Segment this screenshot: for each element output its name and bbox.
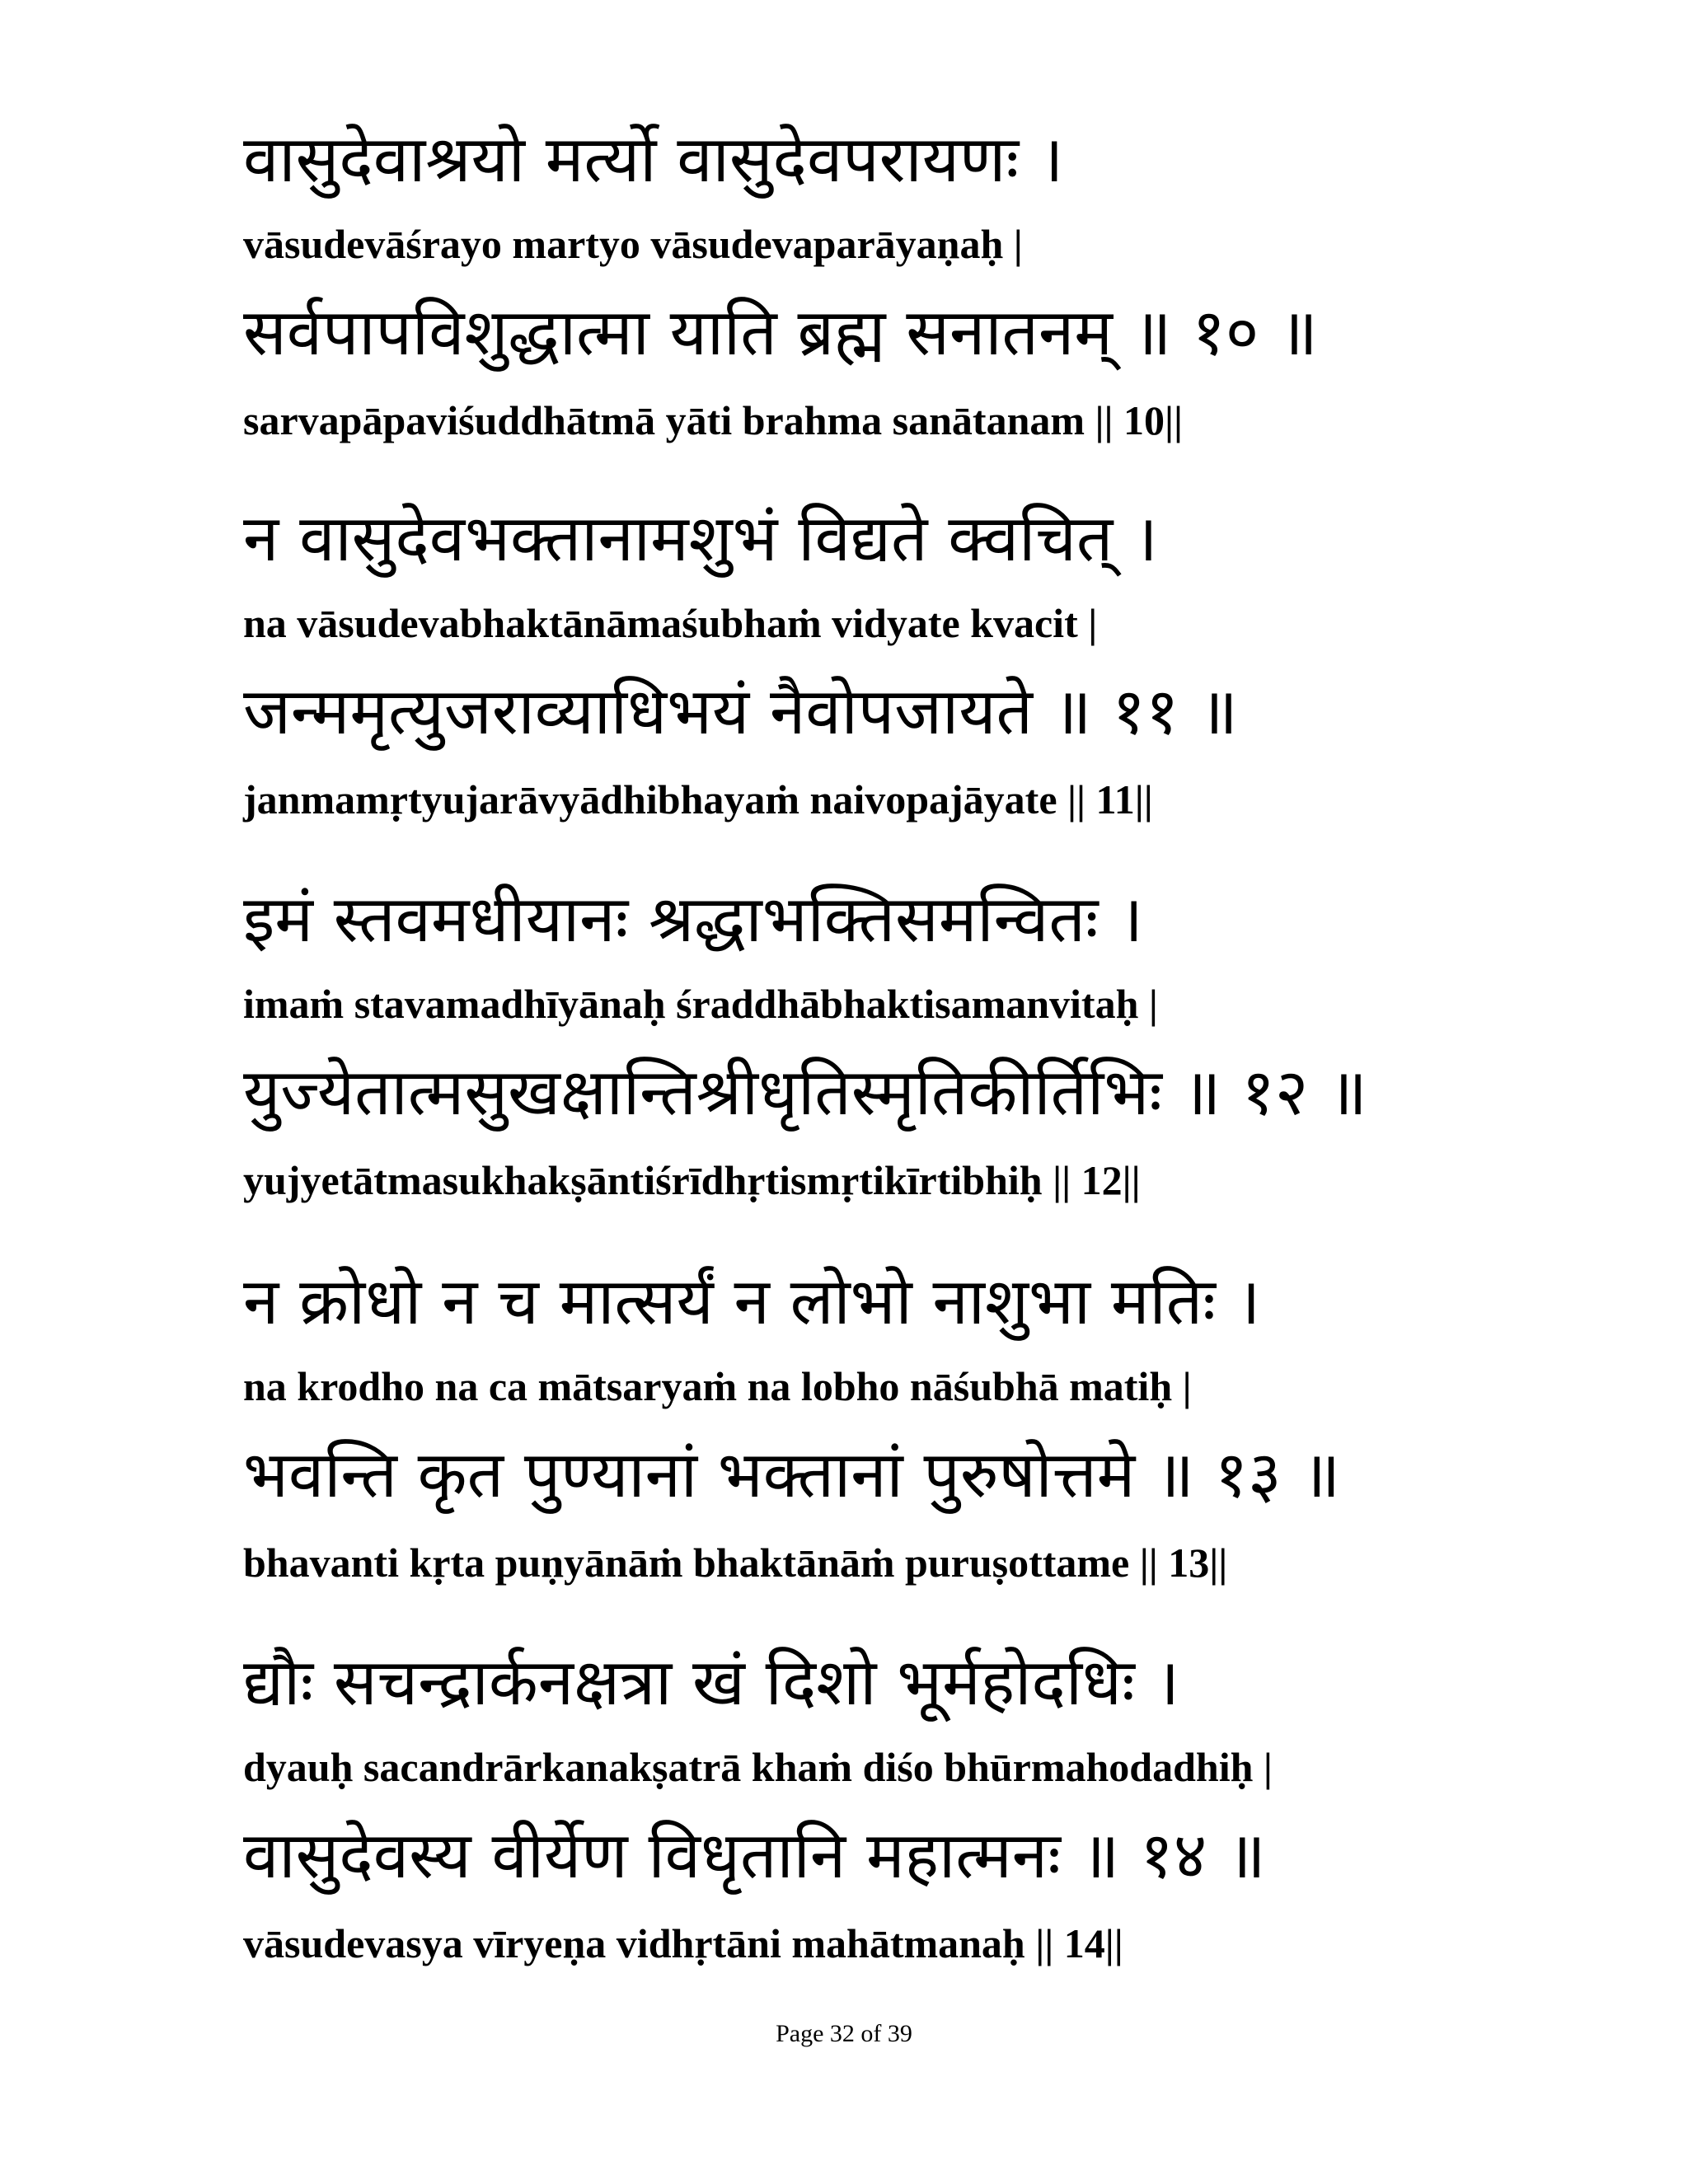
verse-line-transliteration: dyauḥ sacandrārkanakṣatrā khaṁ diśo bhūrmahodadhiḥ | xyxy=(243,1744,1273,1790)
verse-line-transliteration: na vāsudevabhaktānāmaśubhaṁ vidyate kvacit | xyxy=(243,600,1098,646)
page-number: Page 32 of 39 xyxy=(776,2020,912,2047)
verse-line-transliteration: na krodho na ca mātsaryaṁ na lobho nāśubhā matiḥ | xyxy=(243,1363,1192,1409)
verse-line-devanagari: वासुदेवस्य वीर्येण विधृतानि महात्मनः ॥ १४ ॥ xyxy=(243,1819,1266,1893)
verse-line-transliteration: imaṁ stavamadhīyānaḥ śraddhābhaktisamanvitaḥ | xyxy=(243,981,1158,1027)
verse-line-transliteration: janmamṛtyujarāvyādhibhayaṁ naivopajāyate || 11|| xyxy=(243,776,1153,823)
verse-line-devanagari: भवन्ति कृत पुण्यानां भक्तानां पुरुषोत्तमे ॥ १३ ॥ xyxy=(243,1438,1341,1512)
verse-line-transliteration: sarvapāpaviśuddhātmā yāti brahma sanātanam || 10|| xyxy=(243,397,1184,443)
verse-line-devanagari: वासुदेवाश्रयो मर्त्यो वासुदेवपरायणः । xyxy=(243,123,1064,197)
verse-line-transliteration: bhavanti kṛta puṇyānāṁ bhaktānāṁ puruṣottame || 13|| xyxy=(243,1540,1228,1586)
verse-line-devanagari: इमं स्तवमधीयानः श्रद्धाभक्तिसमन्वितः । xyxy=(243,883,1143,957)
verse-line-devanagari: न वासुदेवभक्तानामशुभं विद्यते क्वचित् । xyxy=(243,502,1158,576)
verse-line-devanagari: न क्रोधो न च मात्सर्यं न लोभो नाशुभा मतिः । xyxy=(243,1265,1261,1339)
verse-line-devanagari: जन्ममृत्युजराव्याधिभयं नैवोपजायते ॥ ११ ॥ xyxy=(243,675,1238,749)
verse-line-devanagari: द्यौः सचन्द्रार्कनक्षत्रा खं दिशो भूर्महोदधिः । xyxy=(243,1646,1180,1720)
verse-line-devanagari: सर्वपापविशुद्धात्मा याति ब्रह्म सनातनम् ॥ १० ॥ xyxy=(243,296,1318,370)
verse-line-transliteration: yujyetātmasukhakṣāntiśrīdhṛtismṛtikīrtibhiḥ || 12|| xyxy=(243,1157,1141,1203)
verse-line-transliteration: vāsudevasya vīryeṇa vidhṛtāni mahātmanaḥ || 14|| xyxy=(243,1920,1123,1966)
verse-line-transliteration: vāsudevāśrayo martyo vāsudevaparāyaṇaḥ | xyxy=(243,221,1023,267)
verse-line-devanagari: युज्येतात्मसुखक्षान्तिश्रीधृतिस्मृतिकीर्तिभिः ॥ १२ ॥ xyxy=(243,1056,1367,1130)
